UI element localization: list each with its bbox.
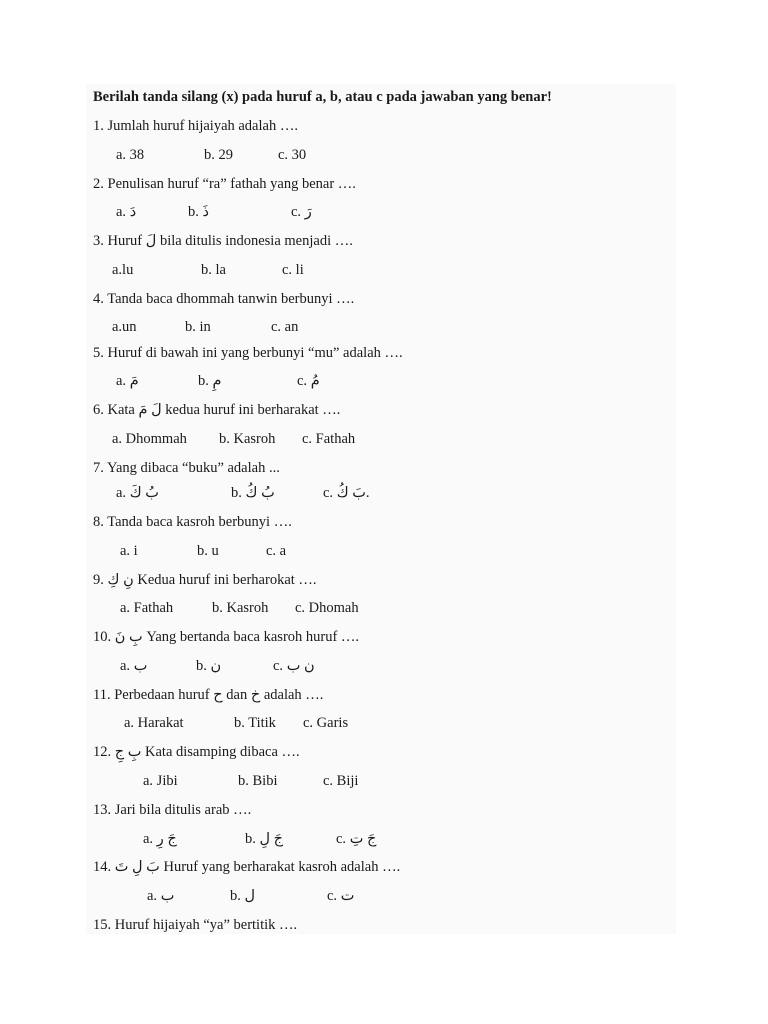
- q9-option-b[interactable]: b. Kasroh: [212, 600, 269, 616]
- q14-option-a[interactable]: a. ب: [147, 888, 175, 904]
- q3-option-b[interactable]: b. la: [201, 262, 226, 278]
- question-13: 13. Jari bila ditulis arab ….: [93, 802, 252, 818]
- q2-option-c[interactable]: c. رَ: [291, 204, 312, 220]
- q1-option-a[interactable]: a. 38: [116, 147, 145, 163]
- q6-option-c[interactable]: c. Fathah: [302, 431, 356, 447]
- q12-option-a[interactable]: a. Jibi: [143, 773, 178, 789]
- question-15: 15. Huruf hijaiyah “ya” bertitik ….: [93, 917, 298, 933]
- q10-option-a[interactable]: a. ب: [120, 658, 148, 674]
- question-5: 5. Huruf di bawah ini yang berbunyi “mu” adalah ….: [93, 345, 403, 361]
- q1-option-b[interactable]: b. 29: [204, 147, 233, 163]
- question-14: 14. بَ لِ تَ Huruf yang berharakat kasroh adalah ….: [93, 859, 401, 875]
- q14-option-b[interactable]: b. ل: [230, 888, 256, 904]
- question-8: 8. Tanda baca kasroh berbunyi ….: [93, 514, 292, 530]
- question-2: 2. Penulisan huruf “ra” fathah yang benar ….: [93, 176, 356, 192]
- q4-option-a[interactable]: a.un: [112, 319, 137, 335]
- question-6: 6. Kata لَ مَ kedua huruf ini berharakat ….: [93, 402, 341, 418]
- q13-option-a[interactable]: a. جَ رِ: [143, 831, 177, 847]
- q9-option-a[interactable]: a. Fathah: [120, 600, 174, 616]
- q11-option-c[interactable]: c. Garis: [303, 715, 349, 731]
- q9-option-c[interactable]: c. Dhomah: [295, 600, 359, 616]
- q12-option-c[interactable]: c. Biji: [323, 773, 359, 789]
- q11-option-b[interactable]: b. Titik: [234, 715, 276, 731]
- question-1: 1. Jumlah huruf hijaiyah adalah ….: [93, 118, 298, 134]
- q11-option-a[interactable]: a. Harakat: [124, 715, 184, 731]
- q5-option-b[interactable]: b. مِ: [198, 373, 222, 389]
- question-4: 4. Tanda baca dhommah tanwin berbunyi ….: [93, 291, 355, 307]
- q6-option-a[interactable]: a. Dhommah: [112, 431, 187, 447]
- q8-option-b[interactable]: b. u: [197, 543, 219, 559]
- question-9: 9. نِ كِ Kedua huruf ini berharokat ….: [93, 572, 317, 588]
- q5-option-c[interactable]: c. مُ: [297, 373, 320, 389]
- q4-option-b[interactable]: b. in: [185, 319, 211, 335]
- q14-option-c[interactable]: c. ت: [327, 888, 355, 904]
- q3-option-a[interactable]: a.lu: [112, 262, 134, 278]
- question-3: 3. Huruf لَ bila ditulis indonesia menjadi ….: [93, 233, 353, 249]
- q12-option-b[interactable]: b. Bibi: [238, 773, 278, 789]
- instruction-heading: Berilah tanda silang (x) pada huruf a, b, atau c pada jawaban yang benar!: [93, 89, 552, 105]
- q6-option-b[interactable]: b. Kasroh: [219, 431, 276, 447]
- q2-option-b[interactable]: b. ذَ: [188, 204, 209, 220]
- q4-option-c[interactable]: c. an: [271, 319, 299, 335]
- q13-option-c[interactable]: c. جَ تِ: [336, 831, 377, 847]
- q7-option-b[interactable]: b. بُ كُ: [231, 485, 275, 501]
- q8-option-a[interactable]: a. i: [120, 543, 138, 559]
- q7-option-a[interactable]: a. بُ كَ: [116, 485, 159, 501]
- q5-option-a[interactable]: a. مَ: [116, 373, 139, 389]
- q10-option-c[interactable]: c. ن ب: [273, 658, 315, 674]
- q8-option-c[interactable]: c. a: [266, 543, 287, 559]
- q13-option-b[interactable]: b. جَ لِ: [245, 831, 284, 847]
- q2-option-a[interactable]: a. دَ: [116, 204, 137, 220]
- q3-option-c[interactable]: c. li: [282, 262, 304, 278]
- q1-option-c[interactable]: c. 30: [278, 147, 307, 163]
- question-10: 10. بِ نَ Yang bertanda baca kasroh huruf ….: [93, 629, 360, 645]
- q10-option-b[interactable]: b. ن: [196, 658, 222, 674]
- question-12: 12. بِ جِ Kata disamping dibaca ….: [93, 744, 300, 760]
- question-7: 7. Yang dibaca “buku” adalah ...: [93, 460, 280, 476]
- question-11: 11. Perbedaan huruf ح dan خ adalah ….: [93, 687, 324, 703]
- q7-option-c[interactable]: c. بَ كُ.: [323, 485, 370, 501]
